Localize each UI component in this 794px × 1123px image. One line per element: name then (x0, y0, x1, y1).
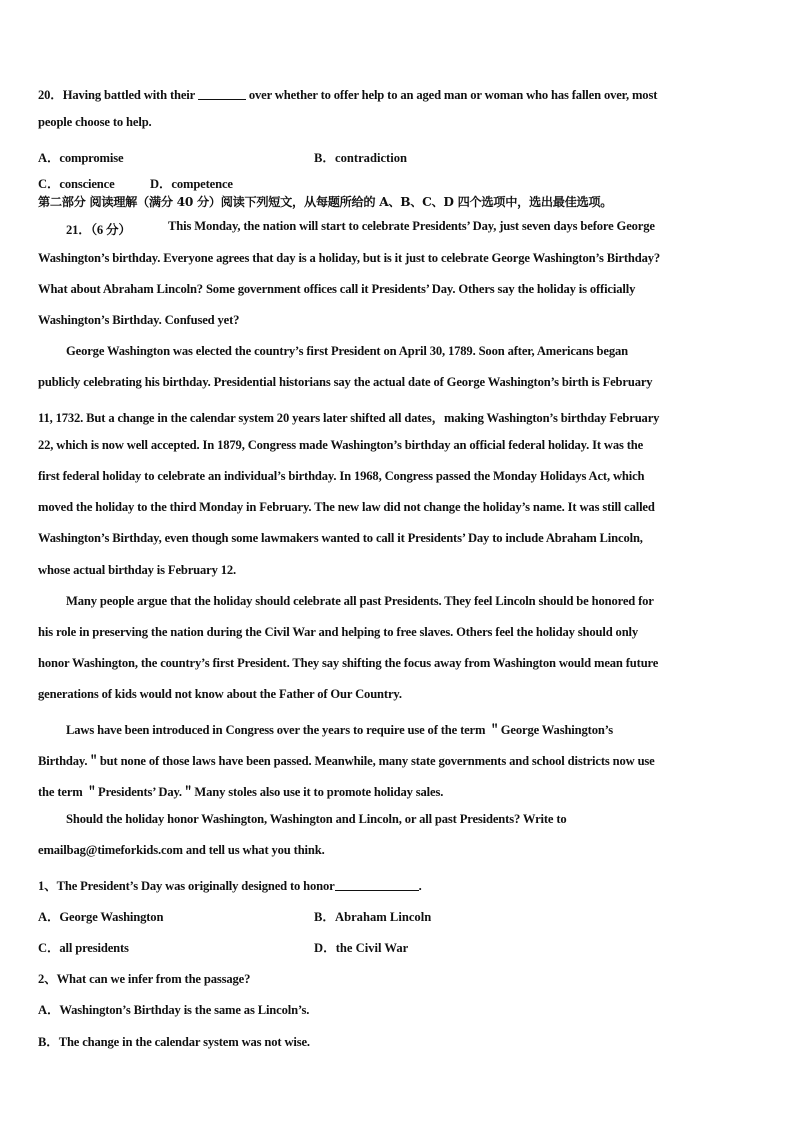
passage-line: Many people argue that the holiday should celebrate all past Presidents. They feel Lincoln should be honored for (66, 594, 654, 608)
passage-line: generations of kids would not know about the Father of Our Country. (38, 687, 402, 701)
sub1-option-b: B．Abraham Lincoln (314, 910, 432, 924)
passage-line: Should the holiday honor Washington, Washington and Lincoln, or all past Presidents? Write to (66, 812, 567, 826)
section-2-heading: 第二部分 阅读理解（满分 40 分）阅读下列短文，从每题所给的 A、B、C、D 四个选项中，选出最佳选项。 (38, 195, 613, 209)
passage-line: the term ＂Presidents’ Day.＂Many stoles also use it to promote holiday sales. (38, 785, 444, 799)
passage-line: Laws have been introduced in Congress over the years to require use of the term ＂George Washington’s (66, 723, 614, 737)
sub2-stem: 2、What can we infer from the passage? (38, 972, 251, 986)
q20-stem-line1 (38, 84, 657, 103)
sub1-answer-blank (335, 879, 419, 891)
passage-line: What about Abraham Lincoln? Some government offices call it Presidents’ Day. Others say the holiday is officially (38, 282, 636, 296)
sub1-option-c: C．all presidents (38, 941, 129, 955)
sub2-option-b: B．The change in the calendar system was not wise. (38, 1035, 310, 1049)
q21-label: 21．（6 分） (66, 223, 131, 237)
passage-line: whose actual birthday is February 12. (38, 563, 237, 577)
passage-line: Washington’s Birthday, even though some lawmakers wanted to call it Presidents’ Day to include Abraham Lincoln, (38, 531, 643, 545)
sub1-stem-text: 1、The President’s Day was originally designed to honor (38, 879, 335, 893)
sub1-stem-end: . (418, 879, 422, 893)
q20-answer-blank (198, 88, 246, 100)
sub1-option-a: A．George Washington (38, 910, 164, 924)
passage-line: first federal holiday to celebrate an individual’s birthday. In 1968, Congress passed the Monday Holidays Act, which (38, 469, 645, 483)
passage-line: publicly celebrating his birthday. Presidential historians say the actual date of George Washington’s birth is February (38, 375, 653, 389)
passage-line: 11, 1732. But a change in the calendar system 20 years later shifted all dates，making Washington’s birthday February (38, 411, 660, 425)
q20-option-c: C．conscience (38, 177, 115, 191)
passage-line: 22, which is now well accepted. In 1879, Congress made Washington’s birthday an official federal holiday. It was the (38, 438, 644, 452)
passage-line: Washington’s birthday. Everyone agrees that day is a holiday, but is it just to celebrate George Washington’s Birthday? (38, 251, 661, 265)
q20-option-d: D．competence (150, 177, 233, 191)
passage-line: moved the holiday to the third Monday in February. The new law did not change the holiday’s name. It was still called (38, 500, 655, 514)
q20-stem-line2: people choose to help. (38, 115, 152, 129)
passage-line: his role in preserving the nation during the Civil War and helping to free slaves. Others feel the holiday should only (38, 625, 639, 639)
passage-line: Birthday.＂but none of those laws have been passed. Meanwhile, many state governments and school districts now use (38, 754, 655, 768)
sub1-option-d: D．the Civil War (314, 941, 409, 955)
q20-stem-start: 20．Having battled with their (38, 88, 195, 102)
passage-line: honor Washington, the country’s first President. They say shifting the focus away from Washington would mean future (38, 656, 659, 670)
sub2-option-a: A．Washington’s Birthday is the same as Lincoln’s. (38, 1003, 310, 1017)
passage-line: George Washington was elected the country’s first President on April 30, 1789. Soon after, Americans began (66, 344, 628, 358)
q20-stem-end: over whether to offer help to an aged man or woman who has fallen over, most (248, 88, 658, 102)
passage-line: emailbag@timeforkids.com and tell us what you think. (38, 843, 325, 857)
q20-option-a: A．compromise (38, 151, 124, 165)
passage-line: Washington’s Birthday. Confused yet? (38, 313, 240, 327)
passage-line: This Monday, the nation will start to celebrate Presidents’ Day, just seven days before George (168, 219, 655, 233)
sub1-stem (38, 875, 422, 894)
q20-option-b: B．contradiction (314, 151, 408, 165)
